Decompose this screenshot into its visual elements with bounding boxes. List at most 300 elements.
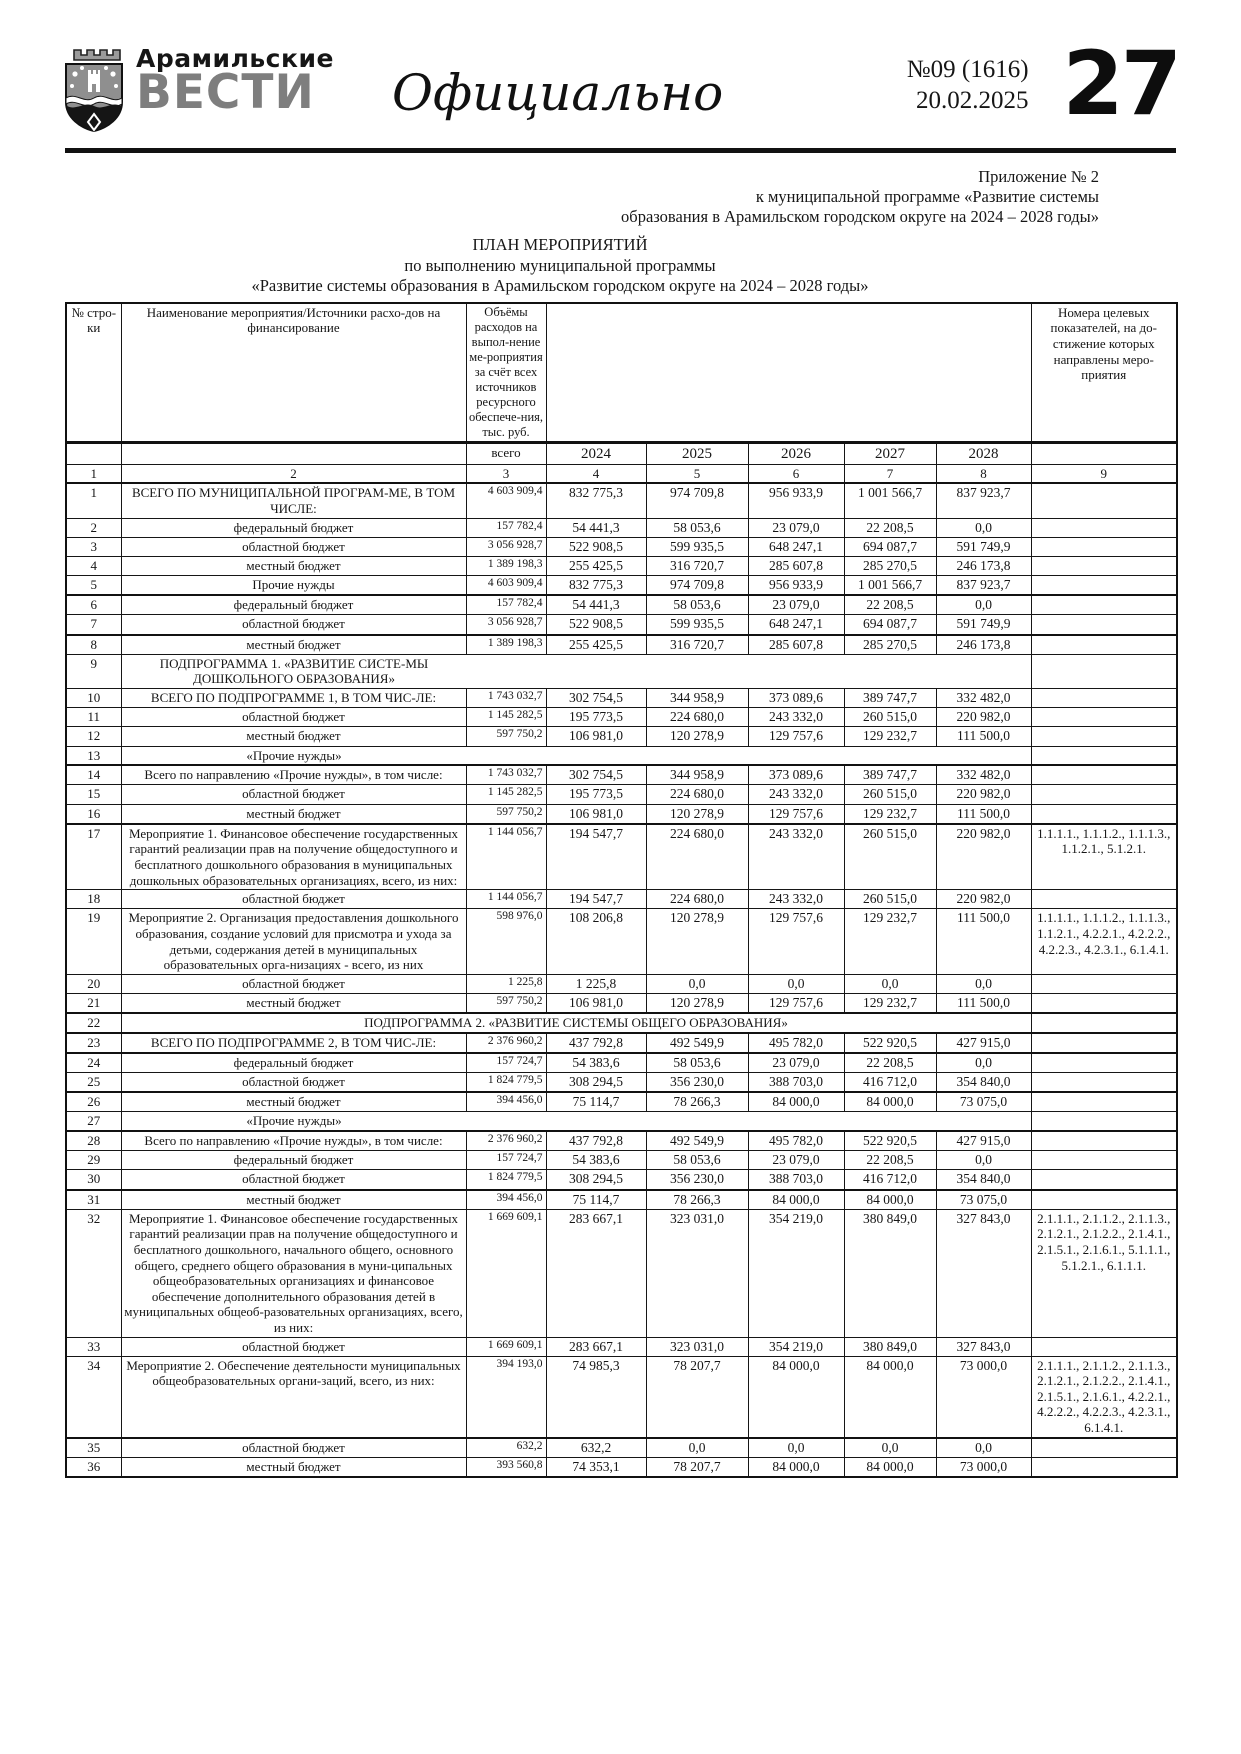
targets-cell	[1031, 635, 1177, 655]
targets-cell	[1031, 518, 1177, 537]
year-value-cell: 78 207,7	[646, 1356, 748, 1437]
total-value-cell: 1 145 282,5	[466, 708, 546, 727]
plan-table	[65, 302, 1178, 1478]
year-value-cell: 260 515,0	[844, 708, 936, 727]
table-row	[66, 1053, 1177, 1073]
targets-cell	[1031, 576, 1177, 596]
masthead-rule	[65, 148, 1176, 153]
year-value-cell: 22 208,5	[844, 1053, 936, 1073]
official-section-title: Официально	[391, 64, 724, 122]
row-number-cell: 15	[66, 785, 121, 804]
year-value-cell: 23 079,0	[748, 518, 844, 537]
year-value-cell: 78 266,3	[646, 1190, 748, 1210]
targets-cell: 1.1.1.1., 1.1.1.2., 1.1.1.3., 1.1.2.1., 5.1.2.1.	[1031, 824, 1177, 890]
column-index: 7	[844, 464, 936, 483]
year-value-cell: 956 933,9	[748, 483, 844, 518]
year-value-cell: 1 001 566,7	[844, 576, 936, 596]
year-value-cell: 194 547,7	[546, 824, 646, 890]
table-row	[66, 1151, 1177, 1170]
targets-cell	[1031, 1131, 1177, 1151]
column-index: 1	[66, 464, 121, 483]
year-value-cell: 58 053,6	[646, 1053, 748, 1073]
year-value-cell: 974 709,8	[646, 483, 748, 518]
table-row	[66, 890, 1177, 909]
row-number-cell: 19	[66, 909, 121, 974]
year-value-cell: 380 849,0	[844, 1337, 936, 1356]
total-value-cell: 157 782,4	[466, 518, 546, 537]
year-value-cell: 129 232,7	[844, 993, 936, 1013]
year-value-cell: 120 278,9	[646, 727, 748, 746]
appendix-line: образования в Арамильском городском округе на 2024 – 2028 годы»	[621, 207, 1099, 227]
total-value-cell: 1 144 056,7	[466, 890, 546, 909]
total-value-cell: 394 456,0	[466, 1190, 546, 1210]
year-value-cell: 260 515,0	[844, 890, 936, 909]
year-value-cell: 224 680,0	[646, 890, 748, 909]
issue-date: 20.02.2025	[916, 87, 1029, 115]
year-value-cell: 648 247,1	[748, 615, 844, 635]
header-year: 2024	[546, 442, 646, 464]
year-value-cell: 1 001 566,7	[844, 483, 936, 518]
table-row	[66, 909, 1177, 974]
year-value-cell: 332 482,0	[936, 765, 1031, 785]
table-header-years-row	[66, 442, 1177, 464]
table-row	[66, 708, 1177, 727]
targets-cell	[1031, 1053, 1177, 1073]
activity-name-cell: местный бюджет	[121, 1092, 466, 1112]
document-title-line: по выполнению муниципальной программы	[404, 255, 716, 275]
total-value-cell: 2 376 960,2	[466, 1131, 546, 1151]
year-value-cell: 84 000,0	[748, 1356, 844, 1437]
year-value-cell: 974 709,8	[646, 576, 748, 596]
targets-cell	[1031, 1457, 1177, 1477]
table-row	[66, 635, 1177, 655]
year-value-cell: 220 982,0	[936, 708, 1031, 727]
year-value-cell: 111 500,0	[936, 727, 1031, 746]
header-total: всего	[466, 442, 546, 464]
masthead	[62, 32, 1179, 144]
year-value-cell: 0,0	[844, 974, 936, 993]
activity-name-cell: Всего по направлению «Прочие нужды», в том числе:	[121, 765, 466, 785]
table-row	[66, 1209, 1177, 1337]
total-value-cell: 597 750,2	[466, 727, 546, 746]
activity-name-cell: ВСЕГО ПО МУНИЦИПАЛЬНОЙ ПРОГРАМ-МЕ, В ТОМ ЧИСЛЕ:	[121, 483, 466, 518]
year-value-cell: 243 332,0	[748, 890, 844, 909]
year-value-cell: 302 754,5	[546, 689, 646, 708]
year-value-cell: 648 247,1	[748, 537, 844, 556]
section-title-text: ПОДПРОГРАММА 1. «РАЗВИТИЕ СИСТЕ-МЫ ДОШКОЛЬНОГО ОБРАЗОВАНИЯ»	[159, 655, 429, 687]
row-number-cell: 34	[66, 1356, 121, 1437]
year-value-cell: 332 482,0	[936, 689, 1031, 708]
table-row	[66, 1033, 1177, 1053]
year-value-cell: 84 000,0	[748, 1092, 844, 1112]
year-value-cell: 73 000,0	[936, 1356, 1031, 1437]
year-value-cell: 220 982,0	[936, 785, 1031, 804]
table-row	[66, 1112, 1177, 1131]
activity-name-cell: федеральный бюджет	[121, 1053, 466, 1073]
row-number-cell: 27	[66, 1112, 121, 1131]
year-value-cell: 224 680,0	[646, 708, 748, 727]
year-value-cell: 344 958,9	[646, 765, 748, 785]
year-value-cell: 73 000,0	[936, 1457, 1031, 1477]
year-value-cell: 22 208,5	[844, 595, 936, 615]
year-value-cell: 106 981,0	[546, 993, 646, 1013]
year-value-cell: 437 792,8	[546, 1033, 646, 1053]
year-value-cell: 302 754,5	[546, 765, 646, 785]
year-value-cell: 694 087,7	[844, 615, 936, 635]
activity-name-cell: федеральный бюджет	[121, 595, 466, 615]
row-number-cell: 20	[66, 974, 121, 993]
year-value-cell: 1 225,8	[546, 974, 646, 993]
issue-number: №09 (1616)	[906, 56, 1029, 83]
year-value-cell: 220 982,0	[936, 890, 1031, 909]
year-value-cell: 260 515,0	[844, 824, 936, 890]
total-value-cell: 1 669 609,1	[466, 1209, 546, 1337]
targets-cell	[1031, 689, 1177, 708]
year-value-cell: 388 703,0	[748, 1170, 844, 1190]
year-value-cell: 73 075,0	[936, 1190, 1031, 1210]
row-number-cell: 17	[66, 824, 121, 890]
plan-table-body	[66, 483, 1177, 1477]
brand-name-top: Арамильские	[136, 44, 334, 73]
total-value-cell: 1 389 198,3	[466, 635, 546, 655]
year-value-cell: 106 981,0	[546, 804, 646, 824]
year-value-cell: 389 747,7	[844, 689, 936, 708]
year-value-cell: 356 230,0	[646, 1170, 748, 1190]
year-value-cell: 591 749,9	[936, 537, 1031, 556]
table-row	[66, 654, 1177, 688]
row-number-cell: 10	[66, 689, 121, 708]
activity-name-cell: ВСЕГО ПО ПОДПРОГРАММЕ 1, В ТОМ ЧИС-ЛЕ:	[121, 689, 466, 708]
year-value-cell: 129 757,6	[748, 804, 844, 824]
table-row	[66, 1190, 1177, 1210]
table-row	[66, 689, 1177, 708]
year-value-cell: 388 703,0	[748, 1073, 844, 1093]
targets-cell	[1031, 890, 1177, 909]
total-value-cell: 597 750,2	[466, 993, 546, 1013]
total-value-cell: 1 824 779,5	[466, 1073, 546, 1093]
activity-name-cell: областной бюджет	[121, 785, 466, 804]
year-value-cell: 129 232,7	[844, 804, 936, 824]
row-number-cell: 26	[66, 1092, 121, 1112]
row-number-cell: 36	[66, 1457, 121, 1477]
year-value-cell: 380 849,0	[844, 1209, 936, 1337]
activity-name-cell: местный бюджет	[121, 993, 466, 1013]
activity-name-cell: областной бюджет	[121, 890, 466, 909]
year-value-cell: 694 087,7	[844, 537, 936, 556]
table-row	[66, 615, 1177, 635]
activity-name-cell: областной бюджет	[121, 1170, 466, 1190]
year-value-cell: 416 712,0	[844, 1170, 936, 1190]
header-empty-cell	[121, 442, 466, 464]
header-row-number: № стро-ки	[66, 303, 121, 443]
total-value-cell: 1 824 779,5	[466, 1170, 546, 1190]
total-value-cell: 3 056 928,7	[466, 537, 546, 556]
year-value-cell: 308 294,5	[546, 1073, 646, 1093]
total-value-cell: 4 603 909,4	[466, 483, 546, 518]
targets-cell	[1031, 1033, 1177, 1053]
year-value-cell: 255 425,5	[546, 635, 646, 655]
total-value-cell: 1 743 032,7	[466, 765, 546, 785]
row-number-cell: 8	[66, 635, 121, 655]
appendix-line: к муниципальной программе «Развитие системы	[755, 187, 1099, 207]
activity-name-cell: местный бюджет	[121, 556, 466, 575]
column-index: 6	[748, 464, 844, 483]
year-value-cell: 837 923,7	[936, 576, 1031, 596]
year-value-cell: 956 933,9	[748, 576, 844, 596]
table-row	[66, 1073, 1177, 1093]
row-number-cell: 13	[66, 746, 121, 765]
total-value-cell: 1 144 056,7	[466, 824, 546, 890]
table-row	[66, 785, 1177, 804]
year-value-cell: 111 500,0	[936, 993, 1031, 1013]
total-value-cell: 394 456,0	[466, 1092, 546, 1112]
row-number-cell: 16	[66, 804, 121, 824]
year-value-cell: 220 982,0	[936, 824, 1031, 890]
table-numbering-row	[66, 464, 1177, 483]
targets-cell	[1031, 974, 1177, 993]
table-row	[66, 1092, 1177, 1112]
year-value-cell: 285 607,8	[748, 556, 844, 575]
year-value-cell: 54 441,3	[546, 518, 646, 537]
activity-name-cell: местный бюджет	[121, 804, 466, 824]
row-number-cell: 35	[66, 1438, 121, 1458]
header-year: 2027	[844, 442, 936, 464]
year-value-cell: 283 667,1	[546, 1337, 646, 1356]
targets-cell	[1031, 1013, 1177, 1033]
activity-name-cell: Мероприятие 1. Финансовое обеспечение государственных гарантий реализации прав на получение общедоступного и бесплатного дошкольного, начального общего, основного общего, среднего общего образования в муни-ципальных общеобразовательных организациях и финансовое обеспечение дополнительного образования детей в муниципальных общеоб-разовательных организациях, всего, из них:	[121, 1209, 466, 1337]
total-value-cell: 157 724,7	[466, 1053, 546, 1073]
total-value-cell: 598 976,0	[466, 909, 546, 974]
appendix-line: Приложение № 2	[978, 167, 1099, 186]
total-value-cell: 1 145 282,5	[466, 785, 546, 804]
column-index: 4	[546, 464, 646, 483]
row-number-cell: 25	[66, 1073, 121, 1093]
year-value-cell: 224 680,0	[646, 785, 748, 804]
year-value-cell: 84 000,0	[844, 1190, 936, 1210]
document-title-line: ПЛАН МЕРОПРИЯТИЙ	[472, 235, 648, 255]
year-value-cell: 54 383,6	[546, 1053, 646, 1073]
row-number-cell: 30	[66, 1170, 121, 1190]
targets-cell	[1031, 556, 1177, 575]
year-value-cell: 23 079,0	[748, 595, 844, 615]
row-number-cell: 21	[66, 993, 121, 1013]
section-title-cell	[121, 1112, 1031, 1131]
year-value-cell: 354 219,0	[748, 1209, 844, 1337]
activity-name-cell: областной бюджет	[121, 1438, 466, 1458]
year-value-cell: 195 773,5	[546, 785, 646, 804]
targets-cell: 2.1.1.1., 2.1.1.2., 2.1.1.3., 2.1.2.1., 2.1.2.2., 2.1.4.1., 2.1.5.1., 2.1.6.1., 5.1.1.1., 5.1.2.1., 6.1.1.1.	[1031, 1209, 1177, 1337]
year-value-cell: 84 000,0	[748, 1457, 844, 1477]
year-value-cell: 599 935,5	[646, 537, 748, 556]
targets-cell	[1031, 1151, 1177, 1170]
year-value-cell: 323 031,0	[646, 1209, 748, 1337]
brand-text	[136, 36, 334, 120]
total-value-cell: 3 056 928,7	[466, 615, 546, 635]
header-year: 2025	[646, 442, 748, 464]
year-value-cell: 54 441,3	[546, 595, 646, 615]
year-value-cell: 373 089,6	[748, 689, 844, 708]
targets-cell: 2.1.1.1., 2.1.1.2., 2.1.1.3., 2.1.2.1., 2.1.2.2., 2.1.4.1., 2.1.5.1., 2.1.6.1., 4.2.2.1., 4.2.2.2., 4.2.2.3., 4.2.3.1., 6.1.4.1.	[1031, 1356, 1177, 1437]
year-value-cell: 194 547,7	[546, 890, 646, 909]
targets-cell	[1031, 708, 1177, 727]
total-value-cell: 393 560,8	[466, 1457, 546, 1477]
table-row	[66, 595, 1177, 615]
year-value-cell: 129 232,7	[844, 909, 936, 974]
year-value-cell: 243 332,0	[748, 785, 844, 804]
document-title	[65, 235, 1055, 295]
year-value-cell: 832 775,3	[546, 483, 646, 518]
year-value-cell: 0,0	[936, 1151, 1031, 1170]
year-value-cell: 23 079,0	[748, 1151, 844, 1170]
targets-cell	[1031, 615, 1177, 635]
total-value-cell: 157 724,7	[466, 1151, 546, 1170]
year-value-cell: 58 053,6	[646, 595, 748, 615]
year-value-cell: 246 173,8	[936, 635, 1031, 655]
activity-name-cell: местный бюджет	[121, 1190, 466, 1210]
year-value-cell: 106 981,0	[546, 727, 646, 746]
activity-name-cell: местный бюджет	[121, 1457, 466, 1477]
table-row	[66, 1356, 1177, 1437]
section-title-cell	[121, 746, 1031, 765]
row-number-cell: 28	[66, 1131, 121, 1151]
targets-cell	[1031, 1112, 1177, 1131]
header-activity-name: Наименование мероприятия/Источники расхо-дов на финансирование	[121, 303, 466, 443]
row-number-cell: 22	[66, 1013, 121, 1033]
year-value-cell: 599 935,5	[646, 615, 748, 635]
targets-cell	[1031, 746, 1177, 765]
activity-name-cell: местный бюджет	[121, 635, 466, 655]
year-value-cell: 285 270,5	[844, 635, 936, 655]
year-value-cell: 84 000,0	[748, 1190, 844, 1210]
year-value-cell: 0,0	[936, 974, 1031, 993]
year-value-cell: 832 775,3	[546, 576, 646, 596]
year-value-cell: 108 206,8	[546, 909, 646, 974]
targets-cell	[1031, 1170, 1177, 1190]
targets-cell	[1031, 1073, 1177, 1093]
targets-cell	[1031, 654, 1177, 688]
year-value-cell: 0,0	[936, 595, 1031, 615]
total-value-cell: 1 225,8	[466, 974, 546, 993]
section-title-text: «Прочие нужды»	[246, 1113, 342, 1129]
column-index: 9	[1031, 464, 1177, 483]
activity-name-cell: Мероприятие 2. Обеспечение деятельности муниципальных общеобразовательных органи-заций, всего, из них:	[121, 1356, 466, 1437]
table-row	[66, 1131, 1177, 1151]
year-value-cell: 427 915,0	[936, 1131, 1031, 1151]
year-value-cell: 84 000,0	[844, 1356, 936, 1437]
total-value-cell: 1 389 198,3	[466, 556, 546, 575]
table-row	[66, 483, 1177, 518]
year-value-cell: 74 985,3	[546, 1356, 646, 1437]
year-value-cell: 492 549,9	[646, 1131, 748, 1151]
header-empty-cell	[66, 442, 121, 464]
year-value-cell: 285 270,5	[844, 556, 936, 575]
year-value-cell: 224 680,0	[646, 824, 748, 890]
year-value-cell: 58 053,6	[646, 518, 748, 537]
activity-name-cell: Мероприятие 2. Организация предоставления дошкольного образования, создание условий для присмотра и ухода за детьми, содержания детей в муниципальных образовательных орга-низациях - всего, из них	[121, 909, 466, 974]
year-value-cell: 243 332,0	[748, 824, 844, 890]
year-value-cell: 354 840,0	[936, 1073, 1031, 1093]
year-value-cell: 283 667,1	[546, 1209, 646, 1337]
activity-name-cell: федеральный бюджет	[121, 518, 466, 537]
table-row	[66, 1170, 1177, 1190]
year-value-cell: 74 353,1	[546, 1457, 646, 1477]
year-value-cell: 78 207,7	[646, 1457, 748, 1477]
table-row	[66, 974, 1177, 993]
row-number-cell: 24	[66, 1053, 121, 1073]
table-row	[66, 1337, 1177, 1356]
table-row	[66, 1013, 1177, 1033]
table-row	[66, 556, 1177, 575]
year-value-cell: 522 920,5	[844, 1033, 936, 1053]
table-header-row	[66, 303, 1177, 443]
section-title-cell: ПОДПРОГРАММА 2. «РАЗВИТИЕ СИСТЕМЫ ОБЩЕГО ОБРАЗОВАНИЯ»	[121, 1013, 1031, 1033]
appendix-note	[65, 167, 1099, 227]
year-value-cell: 0,0	[748, 1438, 844, 1458]
year-value-cell: 78 266,3	[646, 1092, 748, 1112]
activity-name-cell: областной бюджет	[121, 615, 466, 635]
year-value-cell: 327 843,0	[936, 1337, 1031, 1356]
year-value-cell: 129 232,7	[844, 727, 936, 746]
row-number-cell: 9	[66, 654, 121, 688]
year-value-cell: 316 720,7	[646, 556, 748, 575]
year-value-cell: 416 712,0	[844, 1073, 936, 1093]
year-value-cell: 437 792,8	[546, 1131, 646, 1151]
year-value-cell: 354 219,0	[748, 1337, 844, 1356]
header-volume: Объёмы расходов на выпол-нение ме-роприятия за счёт всех источников ресурсного обеспече-ния, тыс. руб.	[466, 303, 546, 443]
table-row	[66, 765, 1177, 785]
total-value-cell: 157 782,4	[466, 595, 546, 615]
total-value-cell: 632,2	[466, 1438, 546, 1458]
year-value-cell: 120 278,9	[646, 804, 748, 824]
year-value-cell: 22 208,5	[844, 1151, 936, 1170]
year-value-cell: 389 747,7	[844, 765, 936, 785]
activity-name-cell: областной бюджет	[121, 1337, 466, 1356]
year-value-cell: 75 114,7	[546, 1092, 646, 1112]
row-number-cell: 31	[66, 1190, 121, 1210]
year-value-cell: 0,0	[936, 1053, 1031, 1073]
brand-name-bottom: ВЕСТИ	[136, 65, 315, 120]
activity-name-cell: областной бюджет	[121, 708, 466, 727]
year-value-cell: 522 908,5	[546, 537, 646, 556]
year-value-cell: 308 294,5	[546, 1170, 646, 1190]
activity-name-cell: Мероприятие 1. Финансовое обеспечение государственных гарантий реализации прав на получение общедоступного и бесплатного дошкольного образования в муниципальных дошкольных образовательных организациях, всего, из них:	[121, 824, 466, 890]
year-value-cell: 0,0	[936, 1438, 1031, 1458]
table-row	[66, 993, 1177, 1013]
year-value-cell: 22 208,5	[844, 518, 936, 537]
row-number-cell: 29	[66, 1151, 121, 1170]
issue-block	[907, 54, 1029, 117]
targets-cell	[1031, 1438, 1177, 1458]
table-row	[66, 746, 1177, 765]
total-value-cell: 597 750,2	[466, 804, 546, 824]
targets-cell	[1031, 804, 1177, 824]
year-value-cell: 522 908,5	[546, 615, 646, 635]
total-value-cell: 4 603 909,4	[466, 576, 546, 596]
header-year: 2026	[748, 442, 844, 464]
year-value-cell: 246 173,8	[936, 556, 1031, 575]
year-value-cell: 111 500,0	[936, 804, 1031, 824]
targets-cell	[1031, 595, 1177, 615]
row-number-cell: 3	[66, 537, 121, 556]
column-index: 2	[121, 464, 466, 483]
year-value-cell: 373 089,6	[748, 765, 844, 785]
year-value-cell: 837 923,7	[936, 483, 1031, 518]
row-number-cell: 5	[66, 576, 121, 596]
row-number-cell: 12	[66, 727, 121, 746]
table-row	[66, 824, 1177, 890]
row-number-cell: 4	[66, 556, 121, 575]
year-value-cell: 323 031,0	[646, 1337, 748, 1356]
